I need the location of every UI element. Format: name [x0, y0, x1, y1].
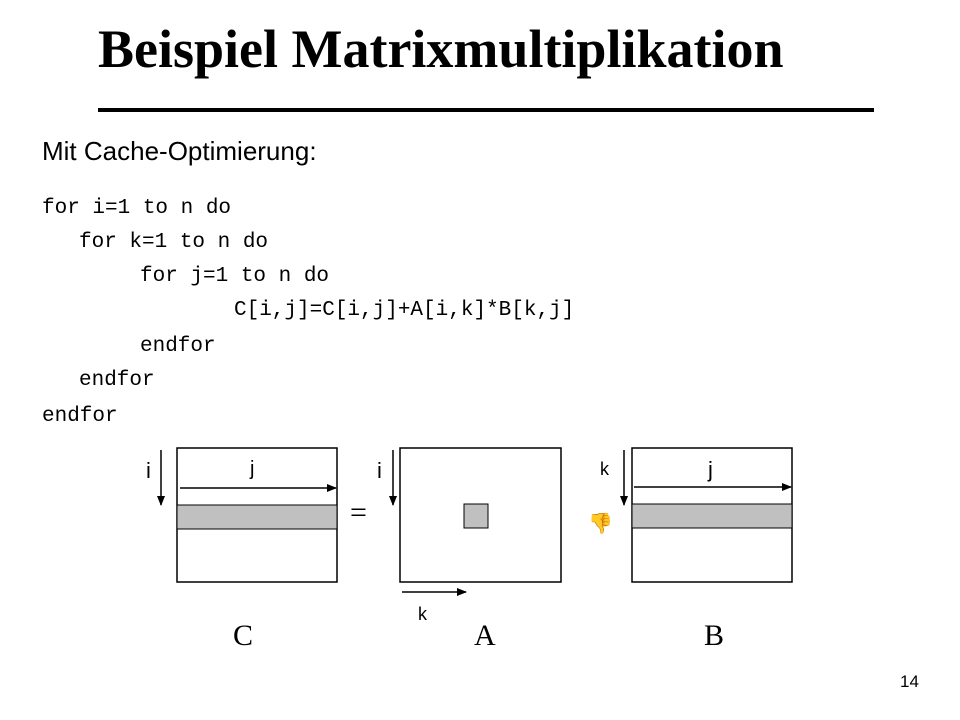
matrix-a-name: A — [474, 619, 496, 652]
code-line-6: endfor — [79, 369, 155, 392]
matrix-b — [600, 448, 792, 652]
code-line-5: endfor — [140, 335, 216, 358]
matrix-b-name: B — [704, 619, 725, 652]
code-line-3: for j=1 to n do — [140, 265, 330, 288]
matrix-c-name: C — [233, 619, 254, 652]
code-line-2: for k=1 to n do — [79, 231, 269, 254]
matrix-c — [146, 448, 337, 652]
matrix-b-row-label: k — [600, 459, 609, 479]
matrix-c-col-label: j — [250, 458, 255, 480]
code-line-7: endfor — [42, 405, 118, 428]
matrix-b-col-label: j — [708, 457, 713, 482]
code-line-4: C[i,j]=C[i,j]+A[i,k]*B[k,j] — [234, 299, 575, 322]
code-line-1: for i=1 to n do — [42, 197, 232, 220]
matrix-a-row-label: i — [377, 458, 382, 483]
matrix-c-row-highlight — [177, 505, 337, 529]
matrix-b-row-highlight — [632, 504, 792, 528]
slide-number: 14 — [900, 672, 919, 691]
matrix-a — [377, 448, 561, 652]
matrix-a-element-highlight — [464, 504, 488, 528]
slide-subtitle: Mit Cache-Optimierung: — [42, 136, 317, 166]
slide-title: Beispiel Matrixmultiplikation — [98, 19, 784, 79]
matrix-c-row-label: i — [146, 458, 151, 483]
thumbs-down-icon: 👎 — [588, 511, 613, 535]
matrix-a-col-label: k — [418, 604, 427, 624]
equals-sign: = — [350, 496, 367, 529]
